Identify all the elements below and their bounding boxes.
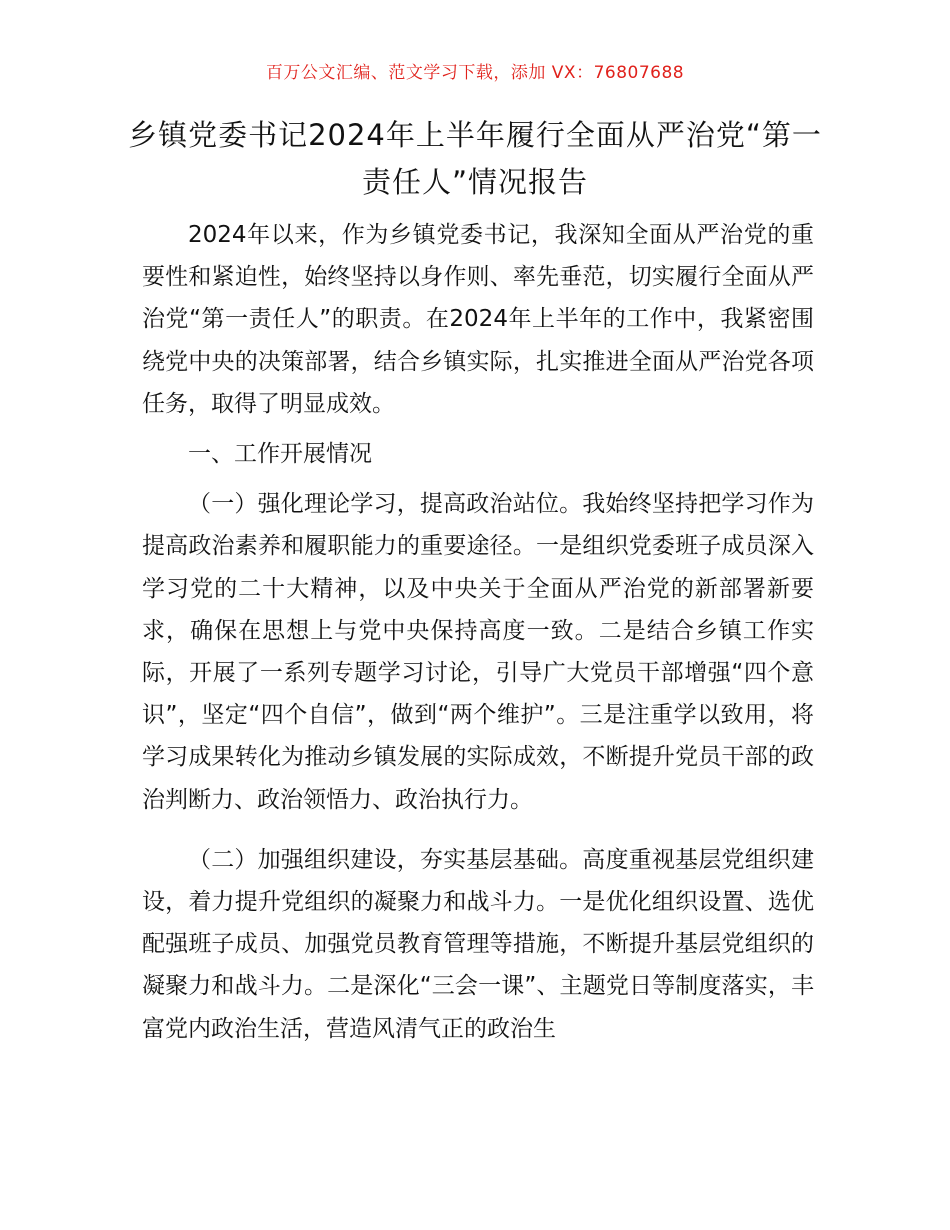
watermark-header: 百万公文汇编、范文学习下载，添加 VX：76807688 [265,63,685,83]
document-body [142,214,814,1050]
paragraph-intro: 2024年以来，作为乡镇党委书记，我深知全面从严治党的重要性和紧迫性，始终坚持以身作则、率先垂范，切实履行全面从严治党“第一责任人”的职责。在2024年上半年的工作中，我紧密围绕党中央的决策部署，结合乡镇实际，扎实推进全面从严治党各项任务，取得了明显成效。 [142,222,814,417]
paragraph-subsection-2: （二）加强组织建设，夯实基层基础。高度重视基层党组织建设，着力提升党组织的凝聚力和战斗力。一是优化组织设置、选优配强班子成员、加强党员教育管理等措施，不断提升基层党组织的凝聚力和战斗力。二是深化“三会一课”、主题党日等制度落实，丰富党内政治生活，营造风清气正的政治生 [142,846,814,1042]
paragraph-subsection-1: （一）强化理论学习，提高政治站位。我始终坚持把学习作为提高政治素养和履职能力的重要途径。一是组织党委班子成员深入学习党的二十大精神，以及中央关于全面从严治党的新部署新要求，确保在思想上与党中央保持高度一致。二是结合乡镇工作实际，开展了一系列专题学习讨论，引导广大党员干部增强“四个意识”，坚定“四个自信”，做到“两个维护”。三是注重学以致用，将学习成果转化为推动乡镇发展的实际成效，不断提升党员干部的政治判断力、政治领悟力、政治执行力。 [142,491,814,813]
section-heading: 一、工作开展情况 [188,441,372,468]
document-title: 乡镇党委书记2024年上半年履行全面从严治党“第一责任人”情况报告 [128,118,822,199]
